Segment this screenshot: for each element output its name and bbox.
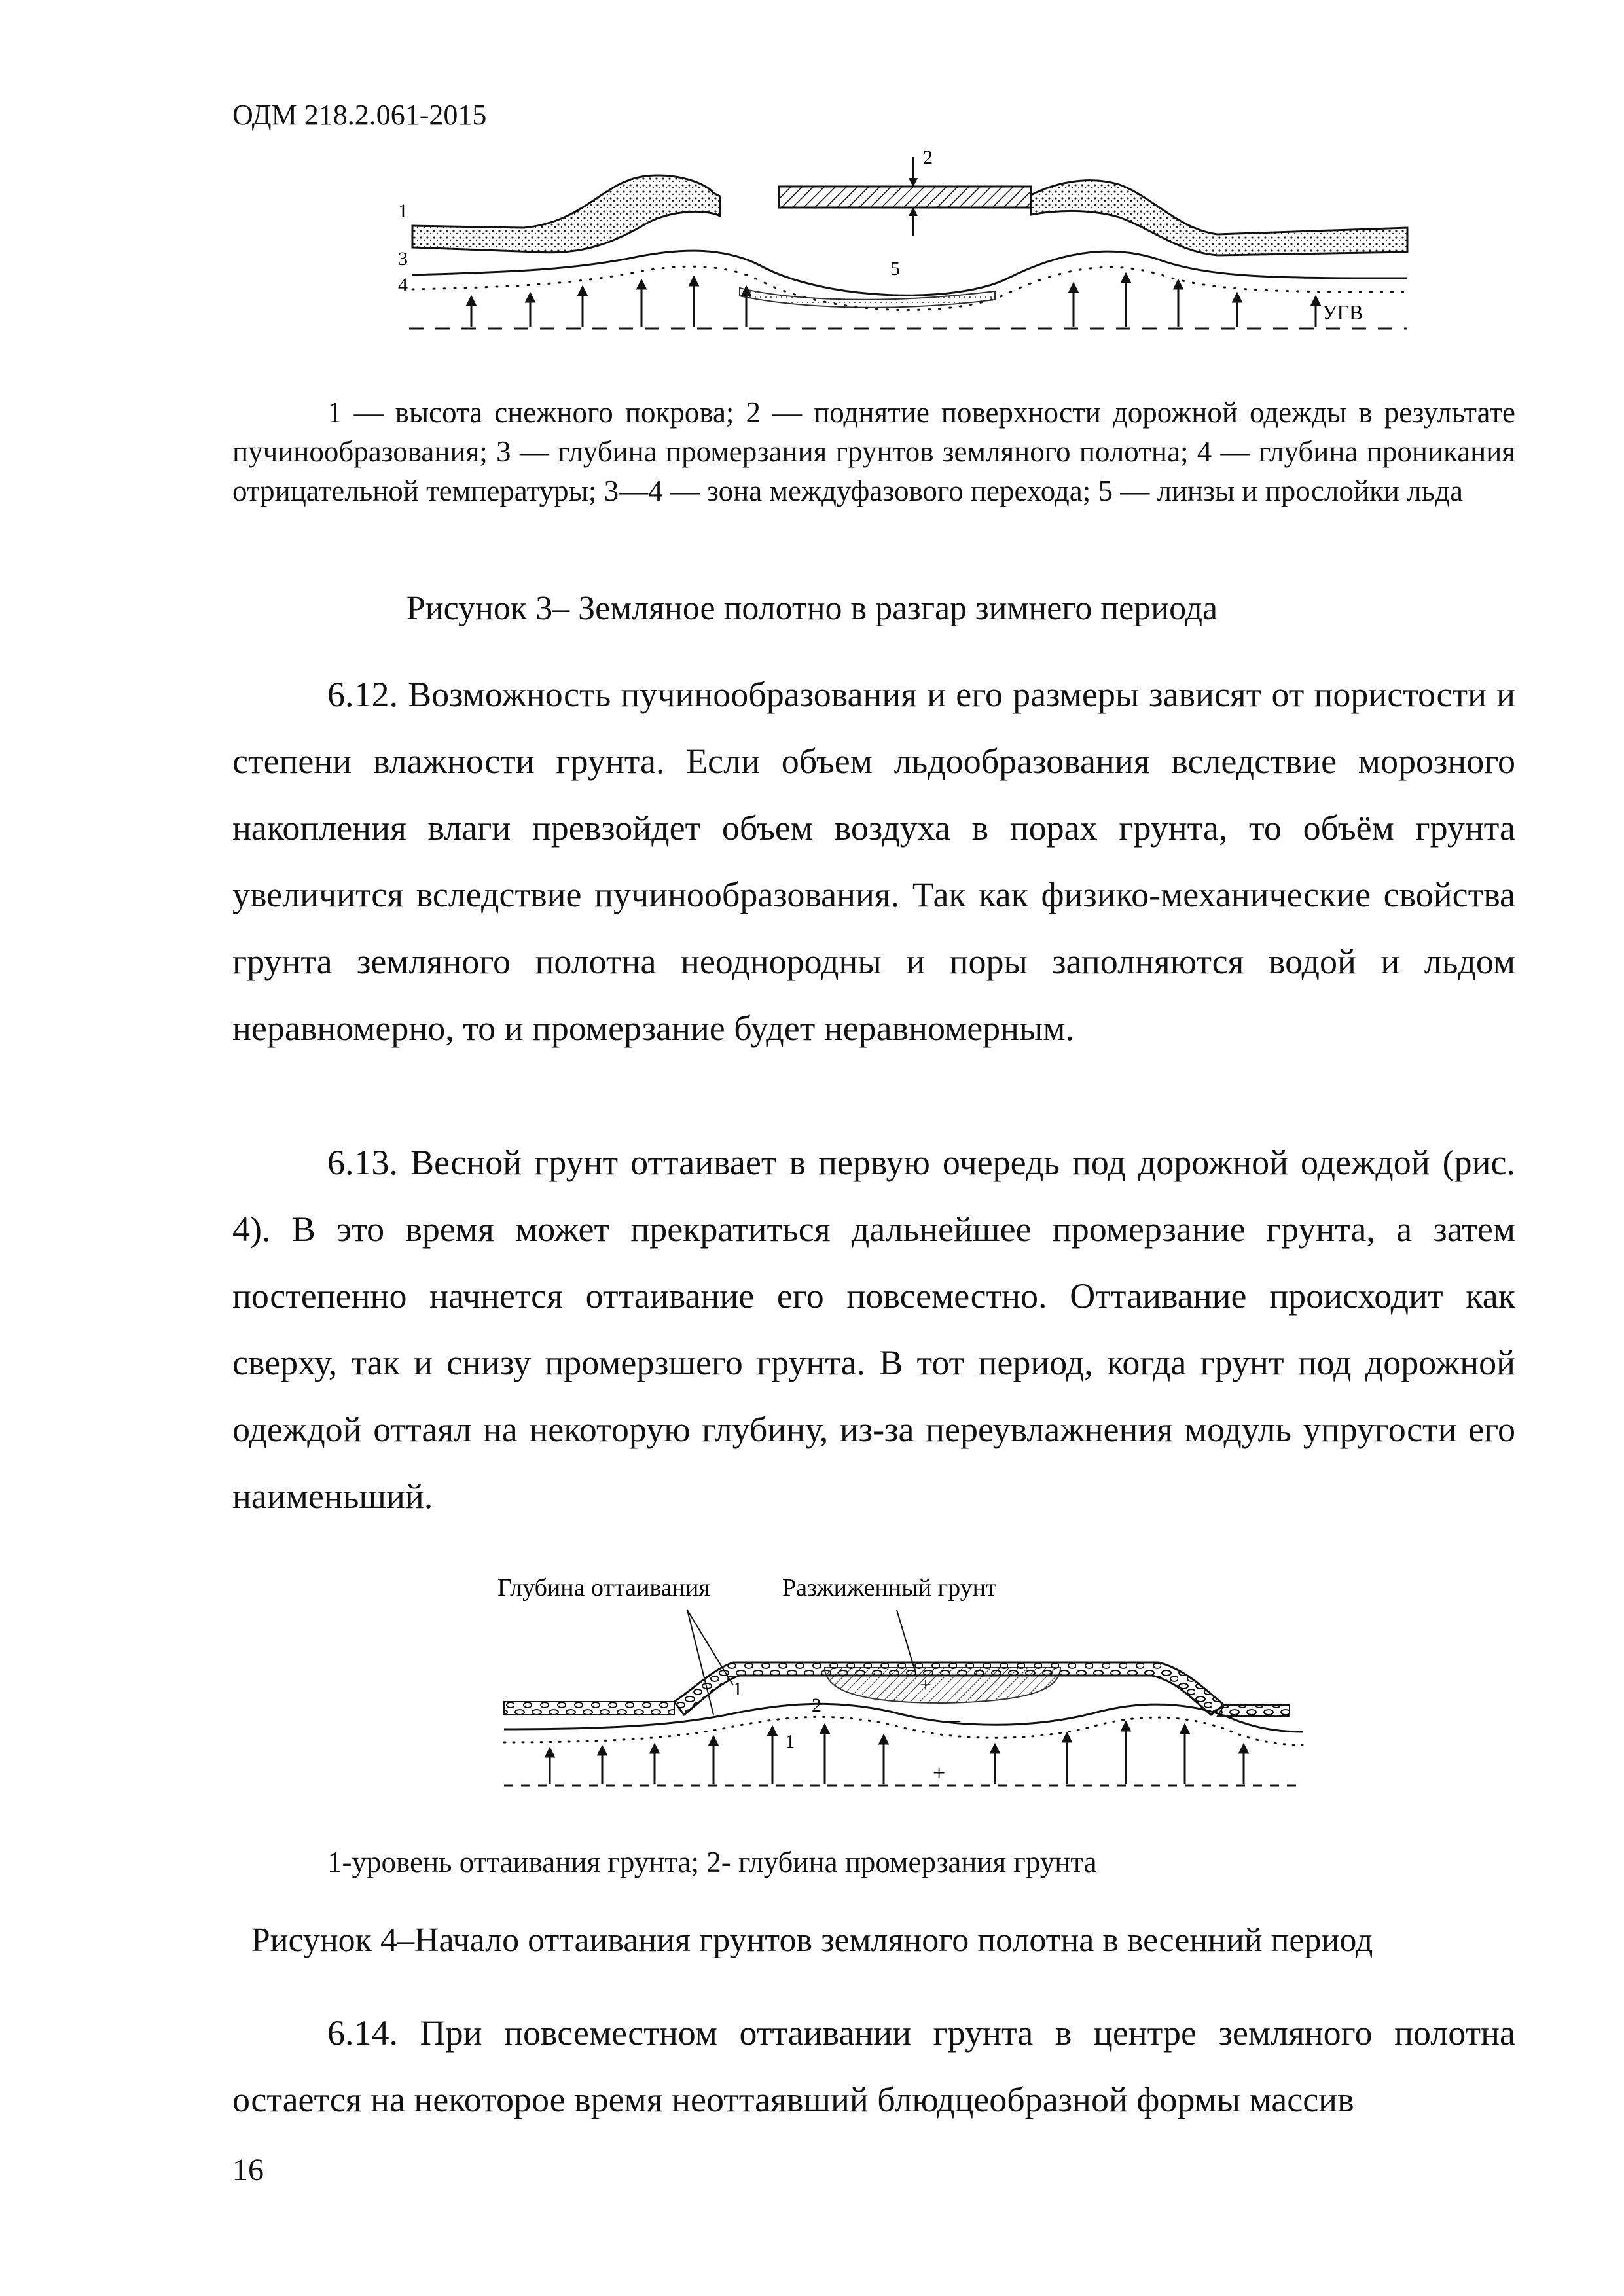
plus-sign-top: + xyxy=(920,1673,932,1696)
marker-1-upper: 1 xyxy=(733,1679,742,1700)
figure-3-caption: Рисунок 3– Земляное полотно в разгар зимнего периода xyxy=(406,590,1218,627)
marker-1-lower: 1 xyxy=(785,1732,795,1752)
liquefied-soil xyxy=(825,1668,1060,1703)
groundwater-label: УГВ xyxy=(1322,300,1363,324)
figure-3-legend: 1 — высота снежного покрова; 2 — поднятие поверхности дорожной одежды в результате пучинообразования; 3 — глубина промерзания грунтов земляного полотна; 4 — глубина проникания отрицательной температуры; 3—4 — зона междуфазового перехода; 5 — линзы и прослойки льда xyxy=(232,396,1515,507)
figure-4-caption: Рисунок 4–Начало оттаивания грунтов земляного полотна в весенний период xyxy=(251,1922,1373,1959)
plus-sign-bottom: + xyxy=(933,1761,946,1785)
paragraph-6-13: 6.13. Весной грунт оттаивает в первую очередь под дорожной одеждой (рис. 4). В это время может прекратиться дальнейшее промерзание грунта, а затем постепенно начнется оттаивание его повсеместно. Оттаивание происходит как сверху, так и снизу промерзшего грунта. В тот период, когда грунт под дорожной одеждой оттаял на некоторую глубину, из-за переувлажнения модуль упругости его наименьший. xyxy=(232,1143,1515,1516)
document-code-header: ОДМ 218.2.061-2015 xyxy=(232,99,487,131)
minus-sign: – xyxy=(949,1708,960,1732)
freezing-depth-line xyxy=(412,251,1407,295)
pavement-slab xyxy=(779,187,1031,207)
label-liquefied-soil: Разжиженный грунт xyxy=(782,1577,997,1602)
paragraph-6-14: 6.14. При повсеместном оттаивании грунта в центре земляного полотна остается на некоторое время неоттаявший блюдцеобразной формы массив xyxy=(232,2013,1515,2119)
ice-lens xyxy=(740,288,995,308)
paragraph-6-12: 6.12. Возможность пучинообразования и его размеры зависят от пористости и степени влажности грунта. Если объем льдообразования вследствие морозного накопления влаги превзойдет объем воздуха в порах грунта, то объём грунта увеличится вследствие пучинообразования. Так как физико-механические свойства грунта земляного полотна неоднородны и поры заполняются водой и льдом неравномерно, то и промерзание будет неравномерным. xyxy=(232,675,1515,1048)
snow-layer xyxy=(1031,181,1407,255)
snow-layer xyxy=(412,175,720,253)
page-number: 16 xyxy=(232,2153,264,2187)
marker-1: 1 xyxy=(398,200,408,222)
figure-4-legend: 1-уровень оттаивания грунта; 2- глубина промерзания грунта xyxy=(327,1846,1097,1878)
stone-layer xyxy=(1218,1705,1290,1716)
marker-2: 2 xyxy=(812,1695,821,1716)
marker-3: 3 xyxy=(398,248,408,270)
marker-2: 2 xyxy=(923,147,933,168)
marker-4: 4 xyxy=(398,274,408,296)
figure-4-diagram xyxy=(497,1577,1309,1793)
stone-layer xyxy=(504,1702,674,1715)
figure-3-diagram xyxy=(367,144,1414,347)
label-thaw-depth: Глубина оттаивания xyxy=(497,1577,710,1602)
marker-5: 5 xyxy=(890,258,900,279)
